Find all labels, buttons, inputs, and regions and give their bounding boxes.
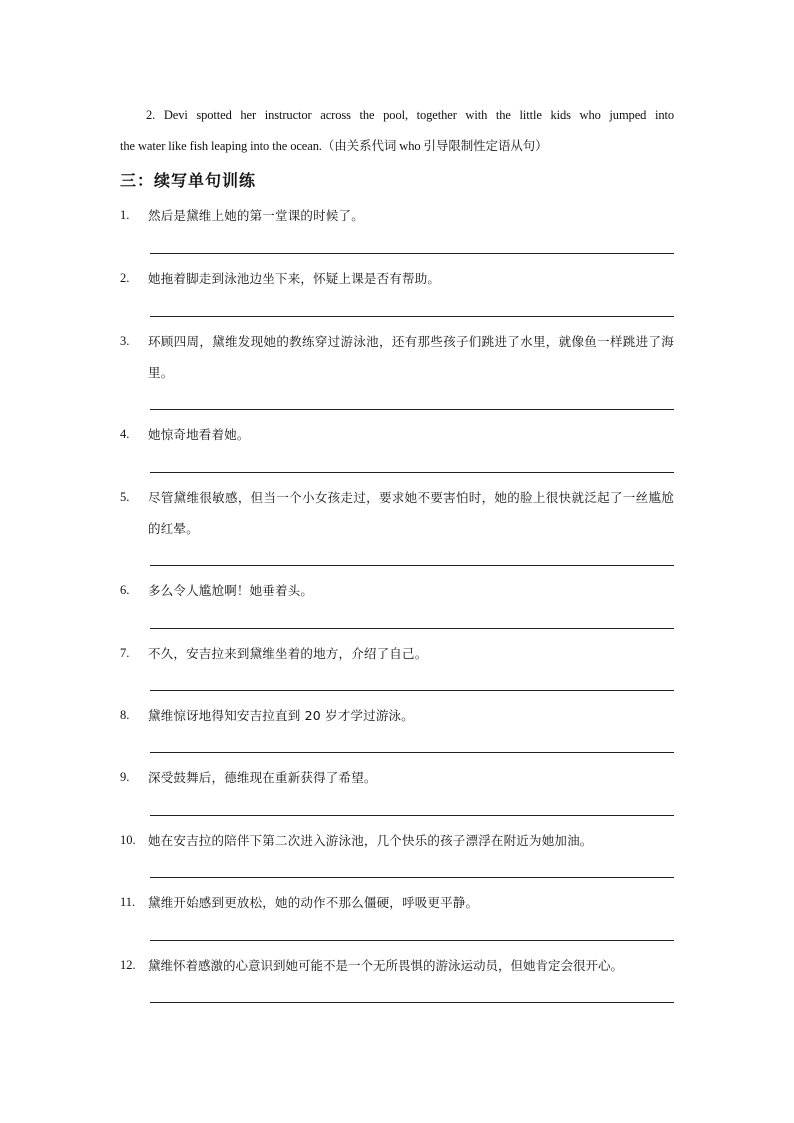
item-number: 11.	[120, 895, 136, 909]
answer-line[interactable]	[150, 409, 674, 410]
example-sentence-line-2: the water like fish leaping into the ocean.（由关系代词 who 引导限制性定语从句）	[120, 139, 548, 153]
item-number: 10.	[120, 833, 136, 847]
item-prompt: 她惊奇地看着她。	[148, 427, 250, 442]
answer-line[interactable]	[150, 628, 674, 629]
answer-line[interactable]	[150, 1002, 674, 1003]
item-prompt: 环顾四周，黛维发现她的教练穿过游泳池，还有那些孩子们跳进了水里，就像鱼一样跳进了海里。	[148, 334, 674, 380]
item-prompt: 不久，安吉拉来到黛维坐着的地方，介绍了自己。	[148, 646, 428, 661]
item-prompt: 黛维开始感到更放松，她的动作不那么僵硬，呼吸更平静。	[148, 895, 479, 910]
item-number: 7.	[120, 646, 130, 660]
section-heading: 三：续写单句训练	[120, 171, 257, 190]
item-number: 9.	[120, 770, 130, 784]
answer-line[interactable]	[150, 752, 674, 753]
answer-line[interactable]	[150, 877, 674, 878]
item-number: 2.	[120, 271, 130, 285]
item-number: 8.	[120, 708, 130, 722]
item-prompt: 然后是黛维上她的第一堂课的时候了。	[148, 208, 364, 223]
item-prompt: 她拖着脚走到泳池边坐下来，怀疑上课是否有帮助。	[148, 271, 441, 286]
answer-line[interactable]	[150, 253, 674, 254]
item-number: 5.	[120, 490, 130, 504]
example-sentence-line-1: 2. Devi spotted her instructor across the pool, together with the little kids who jumped into	[146, 108, 674, 122]
answer-line[interactable]	[150, 316, 674, 317]
answer-line[interactable]	[150, 690, 674, 691]
answer-line[interactable]	[150, 940, 674, 941]
item-prompt: 她在安吉拉的陪伴下第二次进入游泳池，几个快乐的孩子漂浮在附近为她加油。	[148, 833, 593, 848]
item-number: 1.	[120, 208, 130, 222]
item-number: 6.	[120, 583, 130, 597]
answer-line[interactable]	[150, 565, 674, 566]
item-prompt: 尽管黛维很敏感，但当一个小女孩走过，要求她不要害怕时，她的脸上很快就泛起了一丝尴尬的红晕。	[148, 490, 674, 536]
item-prompt: 黛维怀着感激的心意识到她可能不是一个无所畏惧的游泳运动员，但她肯定会很开心。	[148, 958, 624, 973]
item-prompt: 深受鼓舞后，德维现在重新获得了希望。	[148, 770, 377, 785]
answer-line[interactable]	[150, 815, 674, 816]
translation-example	[120, 100, 674, 162]
item-prompt: 黛维惊讶地得知安吉拉直到 20 岁才学过游泳。	[148, 708, 414, 723]
item-number: 12.	[120, 958, 136, 972]
item-number: 4.	[120, 427, 130, 441]
item-number: 3.	[120, 334, 130, 348]
answer-line[interactable]	[150, 472, 674, 473]
item-prompt: 多么令人尴尬啊！她垂着头。	[148, 583, 314, 598]
